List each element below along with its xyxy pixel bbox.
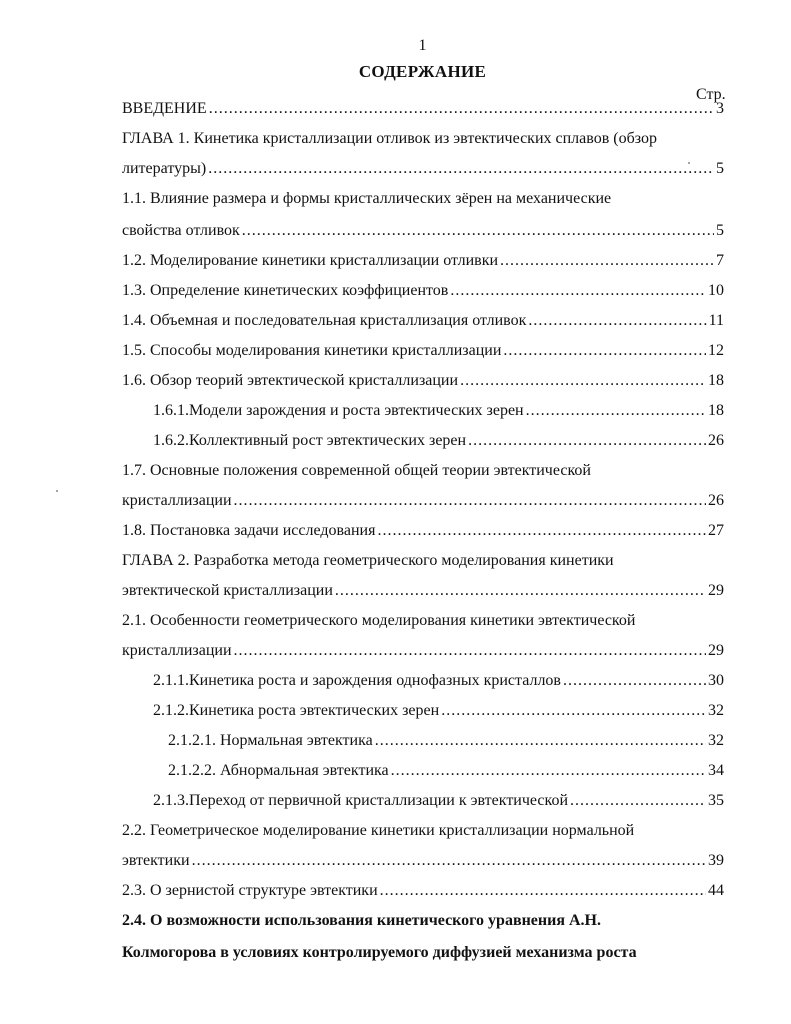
toc-entry-2-1-cont[interactable] xyxy=(122,642,724,664)
toc-entry-page: 5 xyxy=(716,222,724,239)
scan-mark xyxy=(688,162,690,164)
toc-entry-text: 1.6. Обзор теорий эвтектической кристаллизации xyxy=(122,372,459,389)
toc-entry-1-4[interactable] xyxy=(122,312,724,334)
toc-entry-2-3[interactable] xyxy=(122,882,724,904)
leader-dots xyxy=(570,792,706,810)
leader-dots xyxy=(503,342,706,360)
leader-dots xyxy=(192,852,706,870)
toc-entry-text: 2.3. О зернистой структуре эвтектики xyxy=(122,882,378,899)
toc-entry-text: 1.2. Моделирование кинетики кристаллизации отливки xyxy=(122,252,499,269)
toc-entry-text: кристаллизации xyxy=(122,492,232,509)
leader-dots xyxy=(450,282,706,300)
page-title: СОДЕРЖАНИЕ xyxy=(358,62,487,81)
toc-entry-page: 26 xyxy=(708,492,724,509)
leader-dots xyxy=(391,762,706,780)
toc-entry-text: эвтектической кристаллизации xyxy=(122,582,333,599)
leader-dots xyxy=(380,882,706,900)
toc-entry-text: 2.4. О возможности использования кинетического уравнения А.Н. xyxy=(122,912,601,929)
toc-entry-2-1-2[interactable] xyxy=(153,702,724,724)
toc-entry-2-2[interactable] xyxy=(122,822,634,844)
toc-entry-page: 5 xyxy=(716,160,724,177)
toc-entry-text: 1.4. Объемная и последовательная кристаллизация отливок xyxy=(122,312,527,329)
leader-dots xyxy=(526,402,706,420)
toc-entry-page: 29 xyxy=(708,642,724,659)
toc-entry-text: 1.6.2.Коллективный рост эвтектических зерен xyxy=(153,432,467,449)
leader-dots xyxy=(209,100,714,118)
toc-entry-text: 2.1. Особенности геометрического моделирования кинетики эвтектической xyxy=(122,612,636,629)
leader-dots xyxy=(441,702,706,720)
toc-entry-page: 44 xyxy=(708,882,724,899)
toc-entry-page: 39 xyxy=(708,852,724,869)
toc-entry-text: 1.3. Определение кинетических коэффициентов xyxy=(122,282,449,299)
toc-entry-text: 2.1.2.2. Абнормальная эвтектика xyxy=(168,762,389,779)
toc-entry-text: ГЛАВА 2. Разработка метода геометрического моделирования кинетики xyxy=(122,552,614,569)
toc-entry-text: 1.1. Влияние размера и формы кристаллических зёрен на механические xyxy=(122,190,612,207)
toc-entry-2-1-1[interactable] xyxy=(153,672,724,694)
leader-dots xyxy=(335,582,706,600)
leader-dots xyxy=(234,492,706,510)
toc-entry-1-6[interactable] xyxy=(122,372,724,394)
toc-entry-1-1[interactable] xyxy=(122,190,611,212)
toc-entry-page: 7 xyxy=(716,252,724,269)
toc-entry-1-2[interactable] xyxy=(122,252,724,274)
toc-entry-1-7[interactable] xyxy=(122,462,591,484)
toc-entry-chapter-1[interactable] xyxy=(122,130,657,152)
toc-entry-page: 32 xyxy=(708,732,724,749)
toc-entry-page: 18 xyxy=(708,402,724,419)
toc-entry-2-4[interactable] xyxy=(122,912,601,934)
leader-dots xyxy=(242,222,714,240)
toc-entry-text: ГЛАВА 1. Кинетика кристаллизации отливок из эвтектических сплавов (обзор xyxy=(122,130,657,147)
toc-entry-text: 1.5. Способы моделирования кинетики кристаллизации xyxy=(122,342,502,359)
toc-entry-text: 2.1.2.1. Нормальная эвтектика xyxy=(168,732,373,749)
toc-entry-page: 26 xyxy=(708,432,724,449)
toc-entry-text: 1.7. Основные положения современной общей теории эвтектической xyxy=(122,462,591,479)
toc-entry-page: 18 xyxy=(708,372,724,389)
toc-entry-text: ВВЕДЕНИЕ xyxy=(122,100,207,117)
toc-entry-1-5[interactable] xyxy=(122,342,724,364)
toc-entry-page: 12 xyxy=(708,342,724,359)
leader-dots xyxy=(208,160,714,178)
toc-entry-chapter-2[interactable] xyxy=(122,552,614,574)
toc-entry-page: 32 xyxy=(708,702,724,719)
toc-entry-1-6-2[interactable] xyxy=(153,432,724,454)
toc-entry-text: эвтектики xyxy=(122,852,190,869)
toc-entry-2-1[interactable] xyxy=(122,612,635,634)
leader-dots xyxy=(460,372,706,390)
toc-entry-text: свойства отливок xyxy=(122,222,240,239)
toc-entry-1-6-1[interactable] xyxy=(153,402,724,424)
toc-entry-text: кристаллизации xyxy=(122,642,232,659)
toc-entry-1-8[interactable] xyxy=(122,522,724,544)
leader-dots xyxy=(563,672,706,690)
toc-entry-page: 35 xyxy=(708,792,724,809)
toc-entry-page: 34 xyxy=(708,762,724,779)
leader-dots xyxy=(468,432,706,450)
leader-dots xyxy=(234,642,706,660)
page-column-header: Стр. xyxy=(696,86,726,103)
toc-entry-2-1-3[interactable] xyxy=(153,792,724,814)
page-number: 1 xyxy=(418,37,427,54)
toc-entry-1-1-cont[interactable] xyxy=(122,222,724,244)
toc-entry-text: 2.1.3.Переход от первичной кристаллизации к эвтектической xyxy=(153,792,569,809)
toc-entry-2-4-cont[interactable] xyxy=(122,944,637,966)
leader-dots xyxy=(500,252,714,270)
toc-entry-introduction[interactable] xyxy=(122,100,724,122)
toc-entry-text: Колмогорова в условиях контролируемого диффузией механизма роста xyxy=(122,944,637,961)
toc-entry-text: 1.6.1.Модели зарождения и роста эвтектических зерен xyxy=(153,402,524,419)
toc-entry-page: 10 xyxy=(708,282,724,299)
leader-dots xyxy=(528,312,706,330)
toc-entry-1-7-cont[interactable] xyxy=(122,492,724,514)
toc-entry-text: 2.2. Геометрическое моделирование кинетики кристаллизации нормальной xyxy=(122,822,635,839)
toc-entry-page: 27 xyxy=(708,522,724,539)
toc-entry-text: 2.1.1.Кинетика роста и зарождения однофазных кристаллов xyxy=(153,672,561,689)
toc-entry-2-1-2-1[interactable] xyxy=(168,732,724,754)
toc-entry-text: 1.8. Постановка задачи исследования xyxy=(122,522,376,539)
toc-entry-2-1-2-2[interactable] xyxy=(168,762,724,784)
toc-entry-1-3[interactable] xyxy=(122,282,724,304)
toc-entry-page: 29 xyxy=(708,582,724,599)
toc-entry-page: 30 xyxy=(708,672,724,689)
toc-entry-2-2-cont[interactable] xyxy=(122,852,724,874)
toc-entry-text: литературы) xyxy=(122,160,207,177)
toc-entry-text: 2.1.2.Кинетика роста эвтектических зерен xyxy=(153,702,440,719)
toc-entry-page: 11 xyxy=(708,312,724,329)
toc-entry-chapter-2-cont[interactable] xyxy=(122,582,724,604)
scan-mark xyxy=(56,490,58,492)
toc-entry-page: 3 xyxy=(716,100,724,117)
leader-dots xyxy=(377,522,706,540)
leader-dots xyxy=(375,732,706,750)
toc-entry-chapter-1-cont[interactable] xyxy=(122,160,724,182)
